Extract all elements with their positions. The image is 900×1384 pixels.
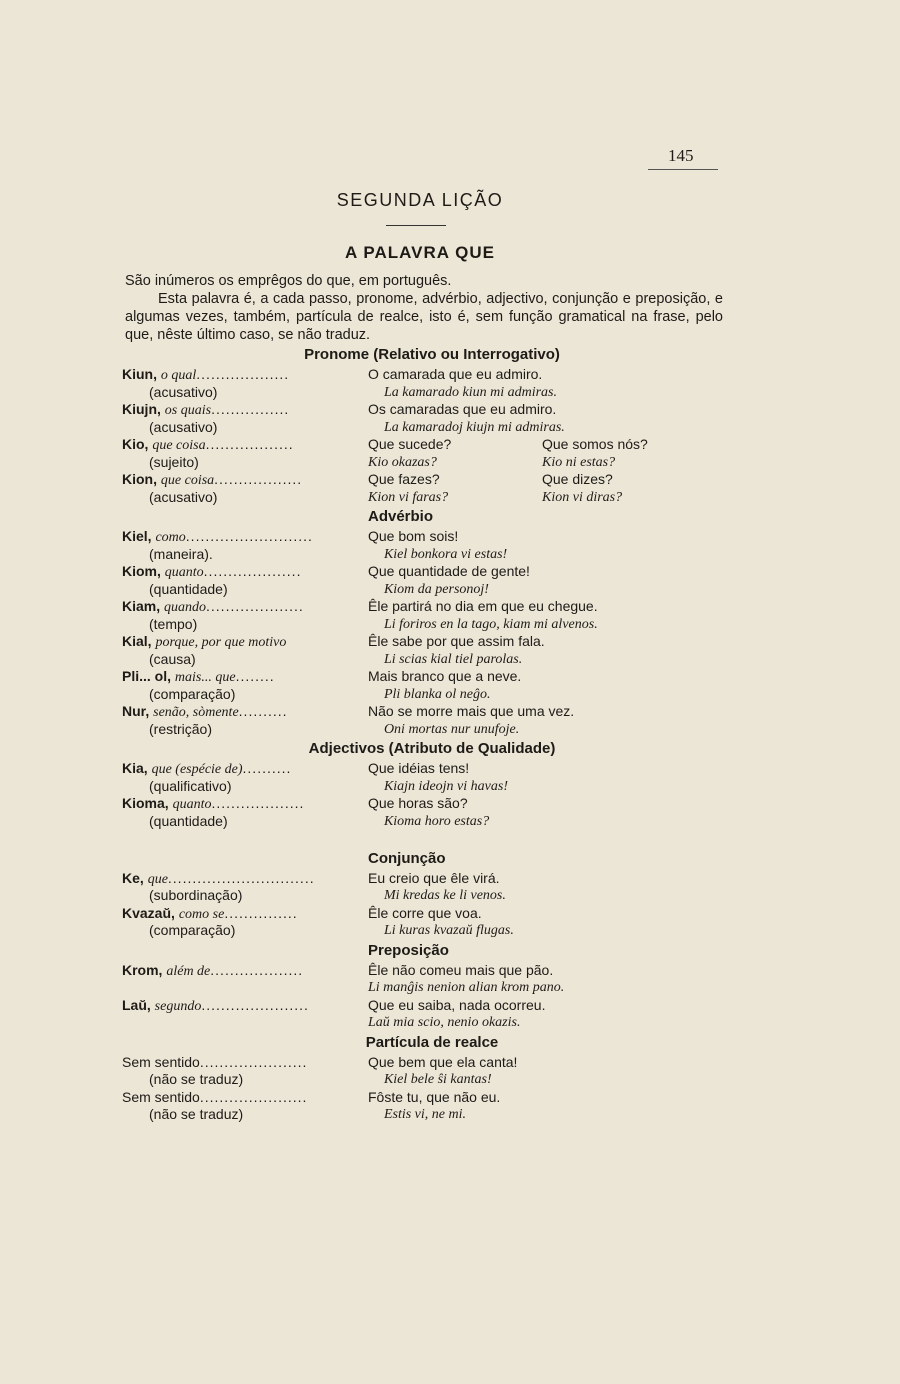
esperanto-example: Mi kredas ke li venos.: [383, 888, 506, 903]
term-cell: [122, 384, 384, 402]
term-label: Sem sentido: [122, 1053, 200, 1070]
gloss: como: [155, 530, 186, 545]
header-rule: [648, 169, 718, 170]
term-cell: [122, 563, 368, 581]
esperanto-term: Kioma,: [122, 795, 169, 811]
function-label: (quantidade): [149, 580, 228, 597]
esperanto-term: Kvazaŭ,: [122, 904, 175, 921]
table-row: [122, 1089, 722, 1107]
function-label: (acusativo): [149, 488, 218, 505]
example-cell: [368, 471, 722, 489]
table-row: [122, 436, 722, 454]
usage-table: [122, 344, 722, 1124]
leader-dots: ..............................: [167, 869, 315, 886]
table-row: [122, 887, 722, 905]
esperanto-term: Kia,: [122, 760, 148, 776]
term-cell: [122, 454, 368, 472]
esperanto-example: Kioma horo estas?: [383, 813, 490, 829]
example-cell: [368, 563, 722, 581]
table-row: [122, 905, 722, 923]
leader-dots: ..........: [238, 703, 288, 719]
esperanto-term: Kiel,: [122, 528, 152, 544]
gloss: que coisa: [160, 473, 215, 488]
portuguese-example: Não se morre mais que uma vez.: [368, 703, 575, 719]
term-cell: [122, 401, 368, 419]
example-cell: [368, 979, 722, 997]
example-right: Kio ni estas?: [542, 454, 616, 470]
portuguese-example: Eu creio que êle virá.: [368, 869, 500, 886]
lesson-divider: [386, 225, 446, 226]
term-cell: [122, 870, 368, 888]
leader-dots: ..................: [214, 471, 303, 487]
esperanto-example: La kamarado kiun mi admiras.: [383, 384, 557, 400]
example-cell: [368, 1089, 722, 1107]
term-label: Sem sentido: [122, 1088, 200, 1105]
term-cell: [122, 1089, 368, 1107]
table-row: [122, 489, 722, 507]
esperanto-term: Kio,: [122, 436, 149, 452]
section-preposicao: [122, 962, 722, 1032]
example-cell: [368, 962, 722, 980]
term-cell: [122, 471, 368, 489]
section-heading: Advérbio: [368, 508, 434, 526]
term-cell: [122, 922, 384, 940]
section-particula: [122, 1054, 722, 1124]
leader-dots: ................: [211, 401, 290, 417]
portuguese-example: Fôste tu, que não eu.: [368, 1088, 501, 1105]
table-row: [122, 760, 722, 778]
example-cell: [368, 997, 722, 1015]
example-cell: [368, 436, 722, 454]
term-cell: [122, 366, 368, 384]
term-cell: [122, 887, 384, 905]
esperanto-example: Li kuras kvazaŭ flugas.: [383, 923, 514, 938]
example-cell: [368, 870, 722, 888]
term-cell: [122, 962, 368, 980]
term-cell: [122, 1054, 368, 1072]
leader-dots: ...................: [210, 961, 304, 978]
example-cell: [384, 1071, 722, 1089]
table-row: [122, 528, 722, 546]
function-label: (acusativo): [149, 383, 218, 400]
section-heading: Adjectivos (Atributo de Qualidade): [308, 740, 556, 758]
table-row: [122, 703, 722, 721]
term-cell: [122, 997, 368, 1015]
esperanto-term: Kiom,: [122, 563, 161, 579]
section-pronome: [122, 366, 722, 506]
portuguese-example: Que quantidade de gente!: [368, 563, 530, 579]
leader-dots: ...................: [211, 795, 305, 811]
section-heading: Pronome (Relativo ou Interrogativo): [304, 346, 560, 364]
esperanto-example: Kiom da personoj!: [383, 581, 489, 597]
table-row: [122, 546, 722, 564]
portuguese-example: Que bem que ela canta!: [368, 1053, 518, 1070]
term-cell: [122, 546, 384, 564]
function-label: (maneira).: [149, 545, 213, 562]
term-cell: [122, 778, 384, 796]
term-cell: [122, 489, 368, 507]
portuguese-example: O camarada que eu admiro.: [368, 366, 543, 382]
gloss: segundo: [154, 998, 202, 1014]
example-cell: [384, 384, 722, 402]
table-row: [122, 922, 722, 940]
esperanto-term: Kial,: [122, 633, 152, 649]
example-cell: [368, 489, 722, 507]
table-row: [122, 1014, 722, 1032]
function-label: (não se traduz): [149, 1071, 244, 1087]
table-row: [122, 1106, 722, 1124]
example-cell: [384, 1106, 722, 1124]
table-row: [122, 384, 722, 402]
table-row: [122, 686, 722, 704]
esperanto-example: Oni mortas nur unufoje.: [383, 721, 520, 737]
term-cell: [122, 436, 368, 454]
lesson-title: SEGUNDA LIÇÃO: [336, 190, 504, 210]
esperanto-term: Laŭ,: [122, 996, 151, 1013]
gloss: senão, sòmente: [153, 705, 239, 720]
example-cell: [368, 528, 722, 546]
example-cell: [368, 795, 722, 813]
section-heading: Preposição: [368, 941, 449, 959]
term-cell: [122, 721, 384, 739]
table-row: [122, 1054, 722, 1072]
example-cell: [384, 616, 722, 634]
portuguese-example: Que bom sois!: [368, 528, 459, 544]
function-label: (comparação): [149, 922, 236, 938]
example-cell: [384, 922, 722, 940]
example-right: Que somos nós?: [542, 436, 648, 452]
gloss: quanto: [164, 565, 204, 580]
portuguese-example: Os camaradas que eu admiro.: [368, 401, 557, 417]
gloss: que coisa: [152, 438, 206, 453]
portuguese-example: Que horas são?: [368, 795, 468, 811]
esperanto-term: Krom,: [122, 961, 163, 978]
gloss: além de: [166, 963, 211, 979]
esperanto-example: Pli blanka ol neĝo.: [383, 686, 491, 702]
section-adjectivos: [122, 760, 722, 830]
gloss: mais... que: [174, 670, 236, 685]
example-cell: [384, 419, 722, 437]
function-label: (subordinação): [149, 887, 243, 903]
table-row: [122, 471, 722, 489]
portuguese-example: Êle corre que voa.: [368, 904, 482, 921]
function-label: (não se traduz): [149, 1106, 244, 1122]
table-row: [122, 997, 722, 1015]
example-cell: [368, 905, 722, 923]
esperanto-example: Kiajn ideojn vi havas!: [383, 778, 508, 794]
table-row: [122, 979, 722, 997]
esperanto-example: La kamaradoj kiujn mi admiras.: [383, 419, 565, 435]
table-row: [122, 633, 722, 651]
example-cell: [368, 1014, 722, 1032]
section-heading: Conjunção: [368, 849, 446, 867]
example-cell: [384, 686, 722, 704]
portuguese-example: Que eu saiba, nada ocorreu.: [368, 996, 546, 1013]
gloss: que (espécie de): [151, 762, 243, 777]
esperanto-term: Pli... ol,: [122, 668, 172, 684]
table-row: [122, 581, 722, 599]
leader-dots: ....................: [206, 598, 304, 614]
table-row: [122, 401, 722, 419]
esperanto-term: Kiujn,: [122, 401, 161, 417]
function-label: (sujeito): [149, 453, 199, 470]
table-row: [122, 651, 722, 669]
esperanto-term: Ke,: [122, 869, 144, 886]
term-cell: [122, 419, 384, 437]
leader-dots: ......................: [201, 996, 309, 1013]
table-row: [122, 1071, 722, 1089]
section-adverbio: [122, 528, 722, 738]
example-cell: [368, 598, 722, 616]
example-cell: [368, 454, 722, 472]
example-cell: [384, 887, 722, 905]
function-label: (qualificativo): [149, 777, 232, 794]
portuguese-example: Que idéias tens!: [368, 760, 470, 776]
term-cell: [122, 760, 368, 778]
intro-paragraph: Esta palavra é, a cada passo, pronome, advérbio, adjectivo, conjunção e preposição, e algumas vezes, também, partícula de realce, isto é, sem função gramatical na frase, pelo que, nêste último caso, se não traduz.: [125, 291, 723, 343]
section-heading: Partícula de realce: [365, 1033, 499, 1051]
page-title: A PALAVRA QUE: [345, 243, 495, 262]
page-number: 145: [668, 146, 694, 165]
example-cell: [384, 778, 722, 796]
example-cell: [384, 651, 722, 669]
table-row: [122, 813, 722, 831]
esperanto-example: Kiel bele ŝi kantas!: [383, 1072, 492, 1087]
gloss: quando: [164, 600, 207, 615]
portuguese-example: Êle não comeu mais que pão.: [368, 961, 554, 978]
example-left: Kio okazas?: [368, 454, 437, 470]
leader-dots: ...................: [196, 366, 290, 382]
table-row: [122, 366, 722, 384]
table-row: [122, 563, 722, 581]
table-row: [122, 962, 722, 980]
esperanto-term: Nur,: [122, 703, 150, 719]
example-cell: [368, 703, 722, 721]
gloss: o qual: [160, 368, 197, 383]
table-row: [122, 598, 722, 616]
term-cell: [122, 581, 384, 599]
term-cell: [122, 1106, 384, 1124]
table-row: [122, 616, 722, 634]
esperanto-example: Li manĝis nenion alian krom pano.: [368, 980, 565, 995]
table-row: [122, 795, 722, 813]
example-cell: [368, 668, 722, 686]
example-cell: [368, 1054, 722, 1072]
leader-dots: ........: [235, 668, 275, 684]
term-cell: [122, 1071, 384, 1089]
example-cell: [368, 366, 722, 384]
table-row: [122, 419, 722, 437]
esperanto-example: Li foriros en la tago, kiam mi alvenos.: [383, 616, 598, 632]
term-cell: [122, 703, 368, 721]
term-cell: [122, 686, 384, 704]
example-left: Que sucede?: [368, 436, 452, 452]
example-cell: [384, 546, 722, 564]
portuguese-example: Êle partirá no dia em que eu chegue.: [368, 598, 598, 614]
section-conjuncao: [122, 870, 722, 940]
example-cell: [384, 721, 722, 739]
example-right: Que dizes?: [542, 471, 613, 487]
gloss: os quais: [164, 403, 212, 418]
esperanto-example: Li scias kial tiel parolas.: [383, 651, 523, 667]
example-left: Que fazes?: [368, 471, 440, 487]
leader-dots: ..........................: [185, 528, 313, 544]
term-cell: [122, 668, 368, 686]
portuguese-example: Êle sabe por que assim fala.: [368, 633, 545, 649]
function-label: (quantidade): [149, 812, 228, 829]
esperanto-example: Laŭ mia scio, nenio okazis.: [368, 1015, 521, 1030]
esperanto-term: Kion,: [122, 471, 157, 487]
portuguese-example: Mais branco que a neve.: [368, 668, 522, 684]
esperanto-example: Estis vi, ne mi.: [383, 1107, 466, 1122]
term-cell: [122, 651, 384, 669]
term-cell: [122, 616, 384, 634]
leader-dots: ....................: [203, 563, 302, 579]
function-label: (comparação): [149, 685, 236, 702]
function-label: (acusativo): [149, 418, 218, 435]
leader-dots: ..................: [205, 436, 294, 452]
term-cell: [122, 813, 384, 831]
example-cell: [368, 633, 722, 651]
table-row: [122, 668, 722, 686]
example-cell: [368, 760, 722, 778]
term-cell: [122, 1014, 368, 1032]
function-label: (restrição): [149, 720, 213, 737]
term-cell: [122, 528, 368, 546]
function-label: (tempo): [149, 615, 198, 632]
term-cell: [122, 979, 368, 997]
example-cell: [368, 401, 722, 419]
table-row: [122, 454, 722, 472]
esperanto-term: Kiam,: [122, 598, 161, 614]
example-cell: [384, 581, 722, 599]
leader-dots: ......................: [199, 1088, 308, 1105]
gloss: como se: [178, 906, 225, 922]
term-cell: [122, 633, 368, 651]
example-left: Kion vi faras?: [368, 489, 449, 505]
gloss: que: [147, 871, 168, 887]
term-cell: [122, 598, 368, 616]
gloss: porque, por que motivo: [155, 635, 287, 650]
table-row: [122, 778, 722, 796]
leader-dots: ..........: [242, 760, 292, 776]
table-row: [122, 721, 722, 739]
gloss: quanto: [172, 797, 212, 812]
term-cell: [122, 795, 368, 813]
leader-dots: ......................: [199, 1053, 308, 1070]
intro-text: [125, 272, 723, 344]
example-right: Kion vi diras?: [542, 489, 623, 505]
function-label: (causa): [149, 650, 196, 667]
table-row: [122, 870, 722, 888]
intro-paragraph: São inúmeros os emprêgos do que, em português.: [125, 273, 452, 289]
leader-dots: ...............: [224, 904, 298, 921]
esperanto-example: Kiel bonkora vi estas!: [383, 546, 508, 562]
example-cell: [384, 813, 722, 831]
esperanto-term: Kiun,: [122, 366, 157, 382]
term-cell: [122, 905, 368, 923]
